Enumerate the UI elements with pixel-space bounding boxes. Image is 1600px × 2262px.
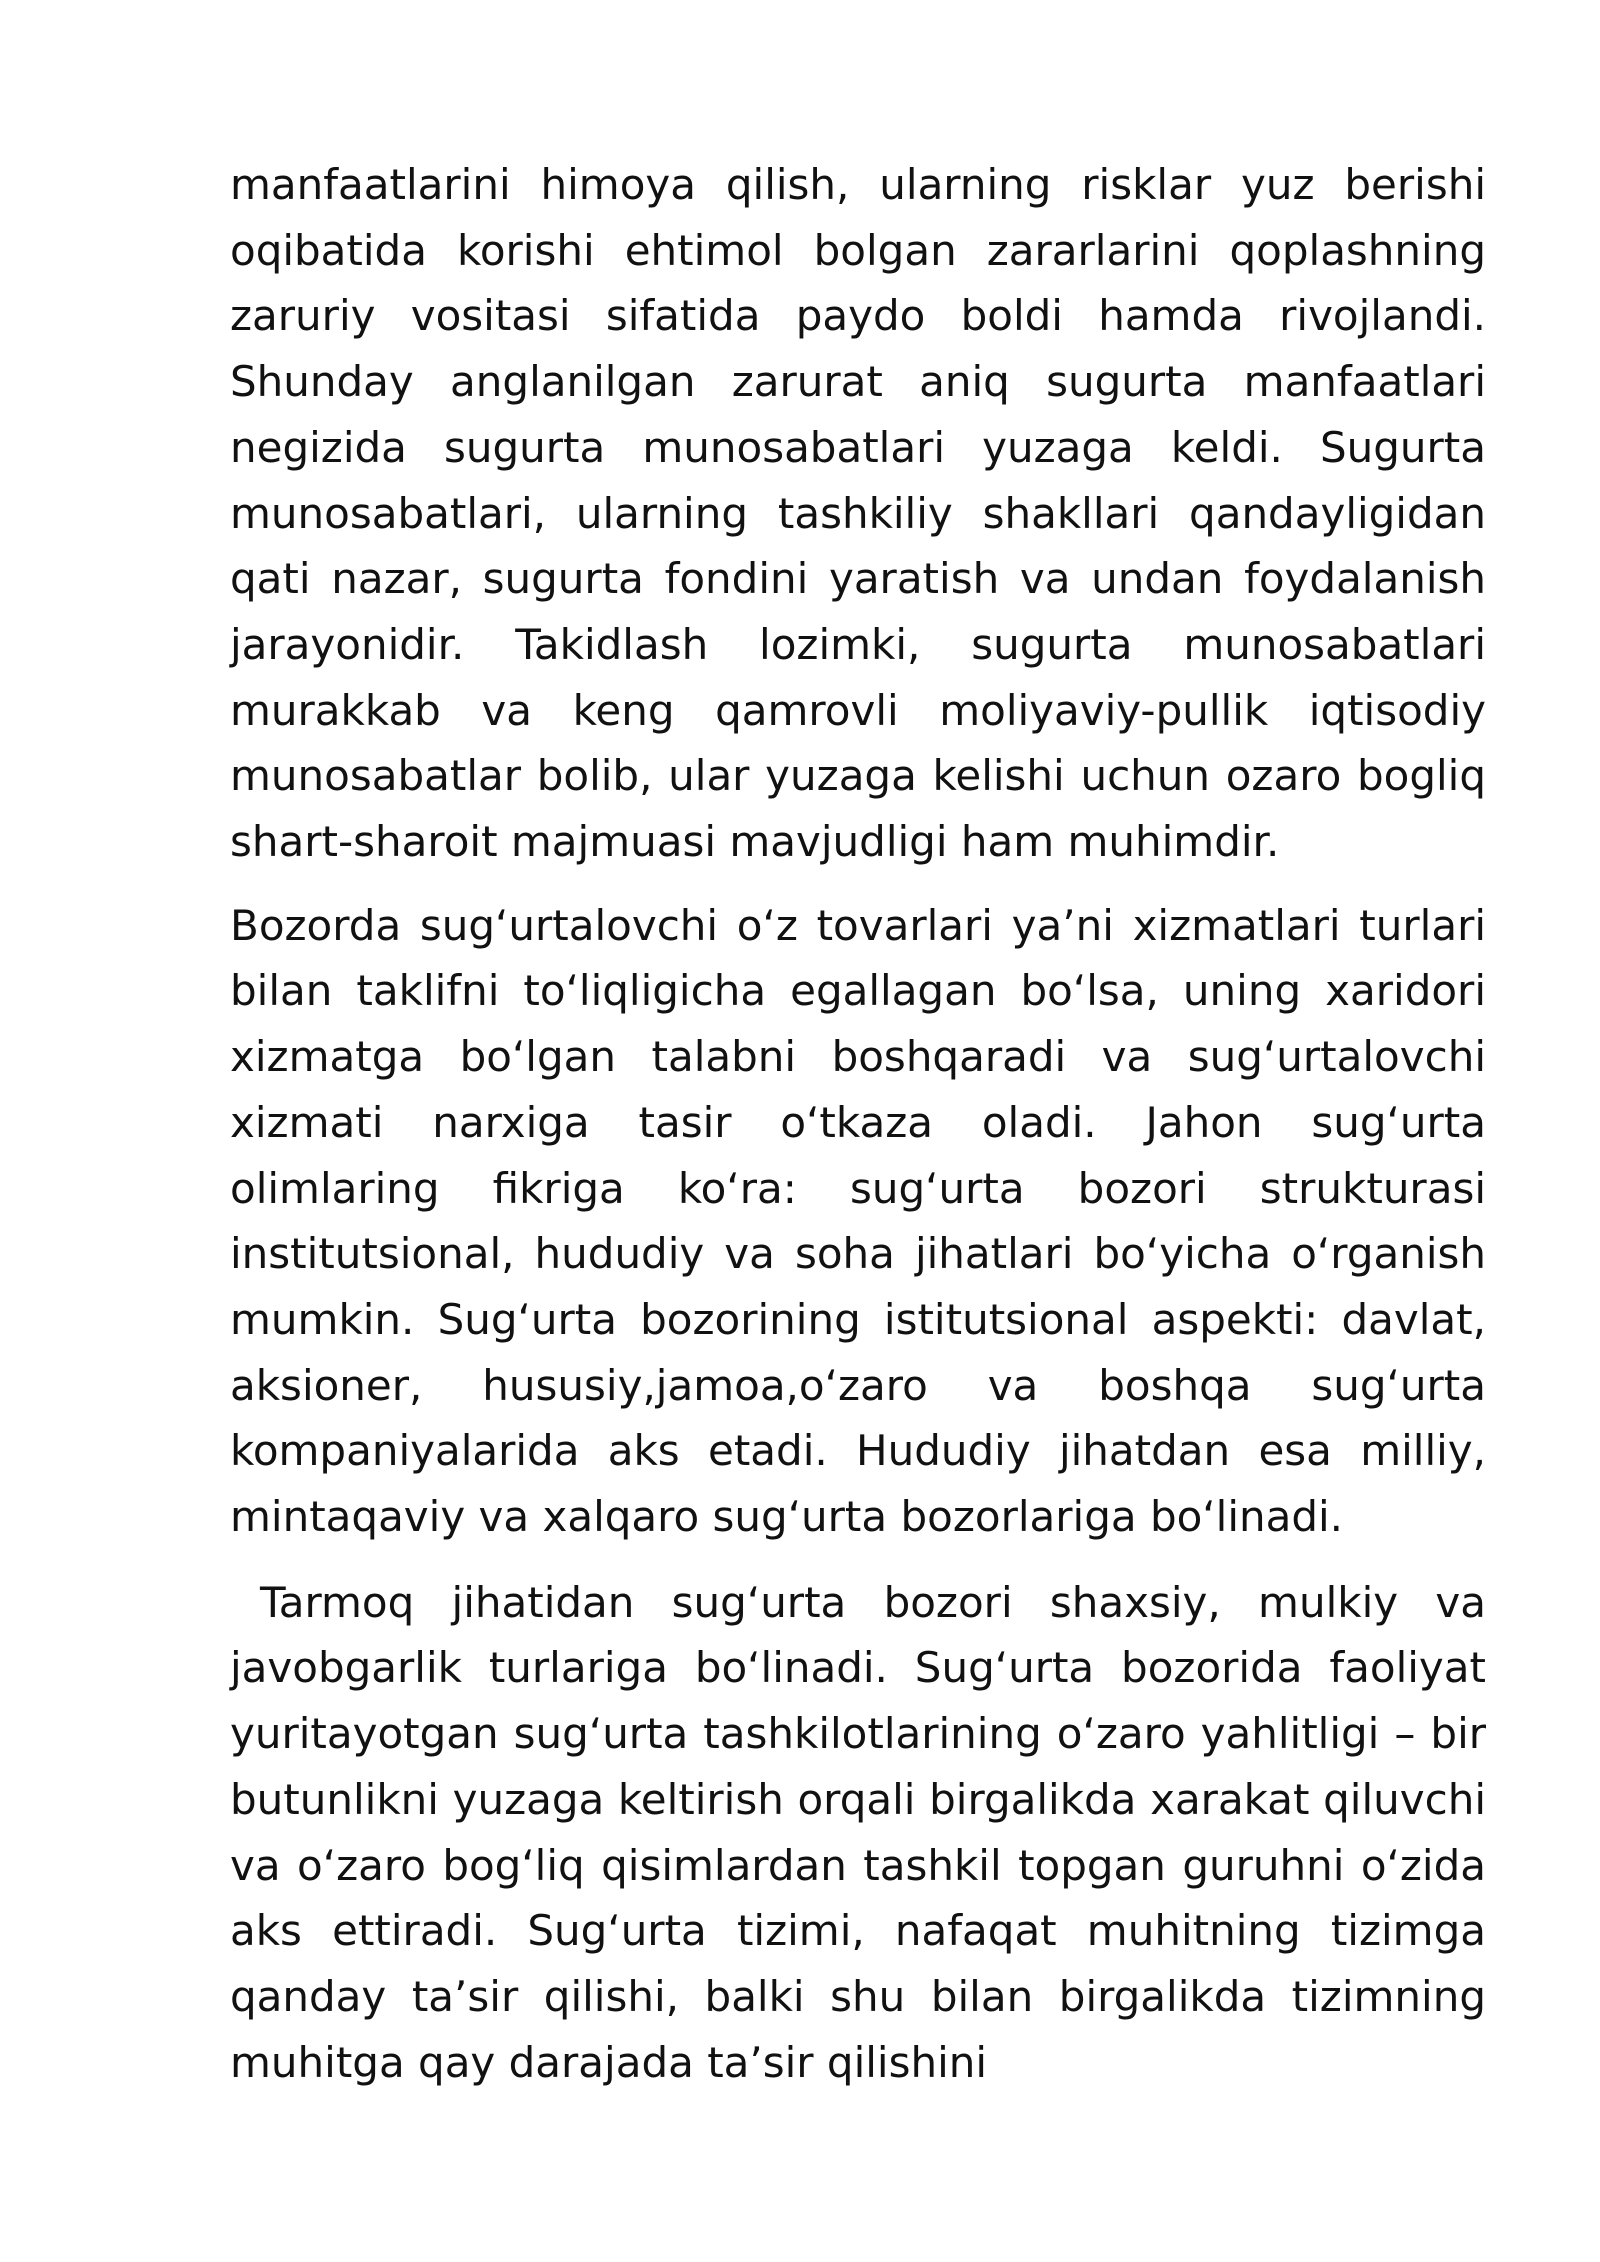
paragraph-2: Bozorda sug‘urtalovchi o‘z tovarlari ya’ni xizmatlari turlari bilan taklifni to‘liqligicha egallagan bo‘lsa, uning xaridori xizmatga bo‘lgan talabni boshqaradi va sug‘urtalovchi xizmati narxiga tasir o‘tkaza oladi. Jahon sug‘urta olimlaring fikriga ko‘ra: sug‘urta bozori strukturasi institutsional, hududiy va soha jihatlari bo‘yicha o‘rganish mumkin. Sug‘urta bozorining istitutsional aspekti: davlat, aksioner, hususiy,jamoa,o‘zaro va boshqa sug‘urta kompaniyalarida aks etadi. Hududiy jihatdan esa milliy, mintaqaviy va xalqaro sug‘urta bozorlariga bo‘linadi. — [230, 900, 1486, 1542]
document-body — [230, 152, 1486, 2095]
paragraph-3: Tarmoq jihatidan sug‘urta bozori shaxsiy, mulkiy va javobgarlik turlariga bo‘linadi. Sug‘urta bozorida faoliyat yuritayotgan sug‘urta tashkilotlarining o‘zaro yahlitligi – bir butunlikni yuzaga keltirish orqali birgalikda xarakat qiluvchi va o‘zaro bog‘liq qisimlardan tashkil topgan guruhni o‘zida aks ettiradi. Sug‘urta tizimi, nafaqat muhitning tizimga qanday ta’sir qilishi, balki shu bilan birgalikda tizimning muhitga qay darajada ta’sir qilishini — [230, 1577, 1486, 2087]
paragraph-1: manfaatlarini himoya qilish, ularning risklar yuz berishi oqibatida korishi ehtimol bolgan zararlarini qoplashning zaruriy vositasi sifatida paydo boldi hamda rivojlandi. Shunday anglanilgan zarurat aniq sugurta manfaatlari negizida sugurta munosabatlari yuzaga keldi. Sugurta munosabatlari, ularning tashkiliy shakllari qandayligidan qati nazar, sugurta fondini yaratish va undan foydalanish jarayonidir. Takidlash lozimki, sugurta munosabatlari murakkab va keng qamrovli moliyaviy-pullik iqtisodiy munosabatlar bolib, ular yuzaga kelishi uchun ozaro bogliq shart-sharoit majmuasi mavjudligi ham muhimdir. — [230, 160, 1486, 867]
